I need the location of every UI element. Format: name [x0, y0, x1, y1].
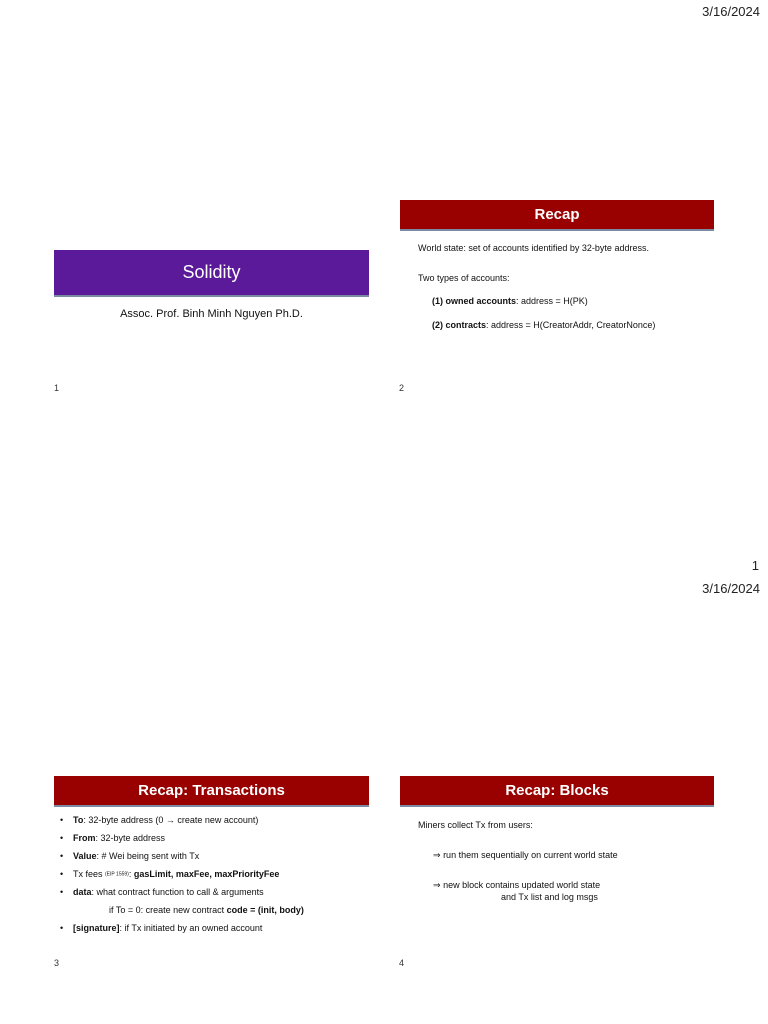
separator: :: [128, 869, 134, 879]
owned-accounts-value: : address = H(PK): [516, 296, 588, 306]
list-item: • Value: # Wei being sent with Tx: [60, 851, 200, 861]
slide-number: 1: [54, 383, 60, 393]
contracts-item: [432, 320, 655, 330]
arrow-item: [433, 880, 600, 891]
page-date: 3/16/2024: [702, 581, 760, 596]
page-number: 1: [751, 558, 759, 573]
field-name: data: [73, 887, 92, 897]
sub-line-text: if To = 0: create new contract: [109, 905, 227, 915]
author-line: Assoc. Prof. Binh Minh Nguyen Ph.D.: [120, 308, 303, 320]
slide-title: Recap: Blocks: [505, 782, 609, 799]
list-item: • From: 32-byte address: [60, 833, 166, 843]
field-name: [signature]: [73, 923, 120, 933]
transaction-fields-list: [60, 814, 304, 940]
list-item: • Tx fees (EIP 1559): gasLimit, maxFee, maxPriorityFee: [60, 869, 280, 879]
arrow-text-continued: and Tx list and log msgs: [501, 892, 598, 902]
arrow-text: run them sequentially on current world state: [443, 850, 618, 860]
list-item: [60, 904, 304, 922]
field-name: Value: [73, 851, 97, 861]
slide-title: Solidity: [182, 262, 241, 282]
slide-title-bar: [54, 250, 369, 295]
slide-title-bar: [54, 776, 369, 805]
owned-accounts-label: (1) owned accounts: [432, 296, 517, 306]
field-desc: gasLimit, maxFee, maxPriorityFee: [133, 869, 280, 879]
account-types-line: Two types of accounts:: [418, 273, 510, 283]
field-desc: : 32-byte address (0 → create new account): [83, 815, 259, 825]
contracts-label: (2) contracts: [432, 320, 487, 330]
slide-number: 3: [54, 958, 60, 968]
slide-title: Recap: Transactions: [138, 782, 285, 799]
miners-line: Miners collect Tx from users:: [418, 820, 533, 830]
slide-number: 4: [399, 958, 405, 968]
slide-number: 2: [399, 383, 405, 393]
field-name: To: [73, 815, 84, 825]
list-item: • To: 32-byte address (0 → create new account): [60, 815, 259, 825]
slide-title-bar: [400, 200, 714, 229]
list-item: • [signature]: if Tx initiated by an owned account: [60, 923, 263, 933]
slide-title: Recap: [534, 206, 580, 223]
world-state-line: World state: set of accounts identified by 32-byte address.: [418, 243, 649, 253]
contracts-value: : address = H(CreatorAddr, CreatorNonce): [486, 320, 656, 330]
field-desc: : if Tx initiated by an owned account: [119, 923, 263, 933]
arrow-text: new block contains updated world state: [443, 880, 601, 890]
field-name: From: [73, 833, 96, 843]
owned-accounts-item: [432, 296, 588, 306]
sub-line-code: code = (init, body): [226, 905, 304, 915]
eip-note: (EIP 1559): [105, 871, 129, 878]
list-item: • data: what contract function to call & arguments: [60, 887, 264, 897]
field-desc: : what contract function to call & arguments: [91, 887, 264, 897]
field-name: Tx fees: [73, 869, 106, 879]
slide-title-bar: [400, 776, 714, 805]
field-desc: : # Wei being sent with Tx: [96, 851, 200, 861]
implies-icon: ⇒: [433, 850, 441, 860]
field-desc: : 32-byte address: [95, 833, 166, 843]
arrow-item: [433, 850, 618, 861]
implies-icon: ⇒: [433, 880, 441, 890]
page-date: 3/16/2024: [702, 4, 760, 19]
